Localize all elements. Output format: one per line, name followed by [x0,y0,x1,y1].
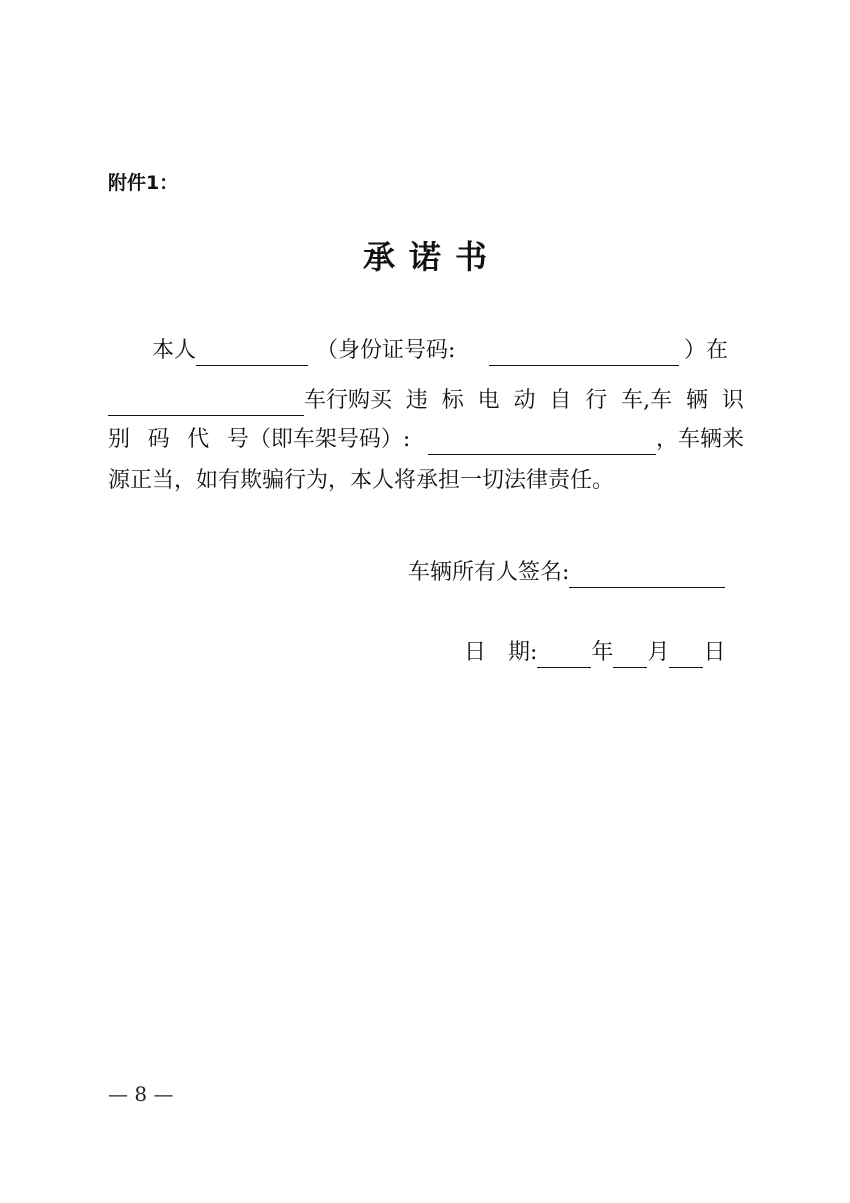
line2-word: 电 [477,388,500,413]
line3-word: 码 [147,427,170,452]
vin-blank[interactable] [428,430,656,455]
attachment-label: 附件1： [108,172,179,194]
day-blank[interactable] [669,643,703,668]
line3-word: 别 [108,427,131,452]
year-blank[interactable] [537,643,591,668]
body-line-3 [108,425,744,455]
line3-word: 代 [187,427,210,452]
body-line-2 [108,386,744,416]
year-label: 年 [591,640,614,665]
id-number-blank[interactable] [489,341,679,366]
line2-word: 车,车 [621,388,673,413]
id-number-label: （身份证号码: [316,338,456,363]
line3-word: 号（即车架号码）: [226,427,411,452]
signature-label: 车辆所有人签名: [408,560,570,585]
line2-word: 行 [585,388,608,413]
purchased-at-text: ）在 [683,338,728,363]
dealer-name-blank[interactable] [108,391,304,416]
body-line-4: 源正当，如有欺骗行为，本人将承担一切法律责任。 [108,468,615,493]
owner-name-blank[interactable] [196,341,308,366]
line2-word: 自 [549,388,572,413]
signature-blank[interactable] [569,563,725,588]
owner-prefix-text: 本人 [152,338,197,363]
signature-row [408,558,725,588]
line2-word: 车行购买 [304,388,393,413]
line2-word: 识 [721,388,744,413]
month-blank[interactable] [613,643,647,668]
vehicle-source-text: ，车辆来 [655,427,744,452]
day-label: 日 [703,640,726,665]
month-label: 月 [647,640,670,665]
line2-word: 动 [513,388,536,413]
line2-word: 标 [441,388,464,413]
line2-word: 违 [405,388,428,413]
date-row [464,638,725,668]
body-line-1 [108,336,744,366]
document-title: 承诺书 [362,238,501,276]
line2-word: 辆 [685,388,708,413]
date-label: 日 期: [464,640,538,665]
page-number: — 8 — [108,1082,174,1106]
